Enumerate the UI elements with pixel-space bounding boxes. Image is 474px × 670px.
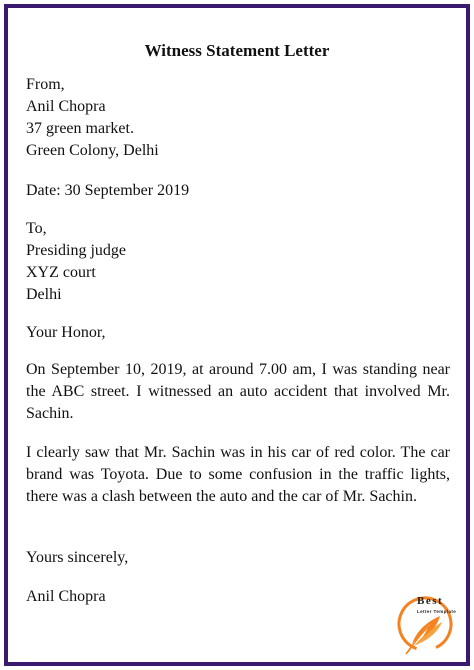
sender-address-line-2: Green Colony, Delhi [26,142,159,159]
from-label: From, [26,76,65,93]
signature [26,586,106,608]
letter-title: Witness Statement Letter [144,41,330,60]
salutation-text: Your Honor, [26,324,106,341]
salutation [26,322,106,344]
closing-text: Yours sincerely, [26,549,129,566]
letter-date: Date: 30 September 2019 [26,182,190,199]
body-paragraph-2: I clearly saw that Mr. Sachin was in his car of red color. The car brand was Toyota. Due to some confusion in the traffic lights, there was a clash between the auto and the car of Mr. Sachin. [26,444,450,505]
best-letter-template-logo [392,588,462,660]
sender-address-line-1: 37 green market. [26,120,134,137]
logo-subtitle: Letter Template [417,609,457,614]
recipient-block [26,218,126,306]
recipient-court: XYZ court [26,264,96,281]
logo-word: Best [417,595,444,607]
recipient-city: Delhi [26,286,62,303]
recipient-title: Presiding judge [26,242,126,259]
date-line [26,180,189,202]
body-paragraph-1: On September 10, 2019, at around 7.00 am, I was standing near the ABC street. I witnessed an auto accident that involved Mr. Sachin. [26,361,450,422]
to-label: To, [26,220,47,237]
signature-name: Anil Chopra [26,588,106,605]
sender-block [26,74,159,162]
closing [26,547,128,569]
letter-page [4,4,470,666]
sender-name: Anil Chopra [26,98,106,115]
